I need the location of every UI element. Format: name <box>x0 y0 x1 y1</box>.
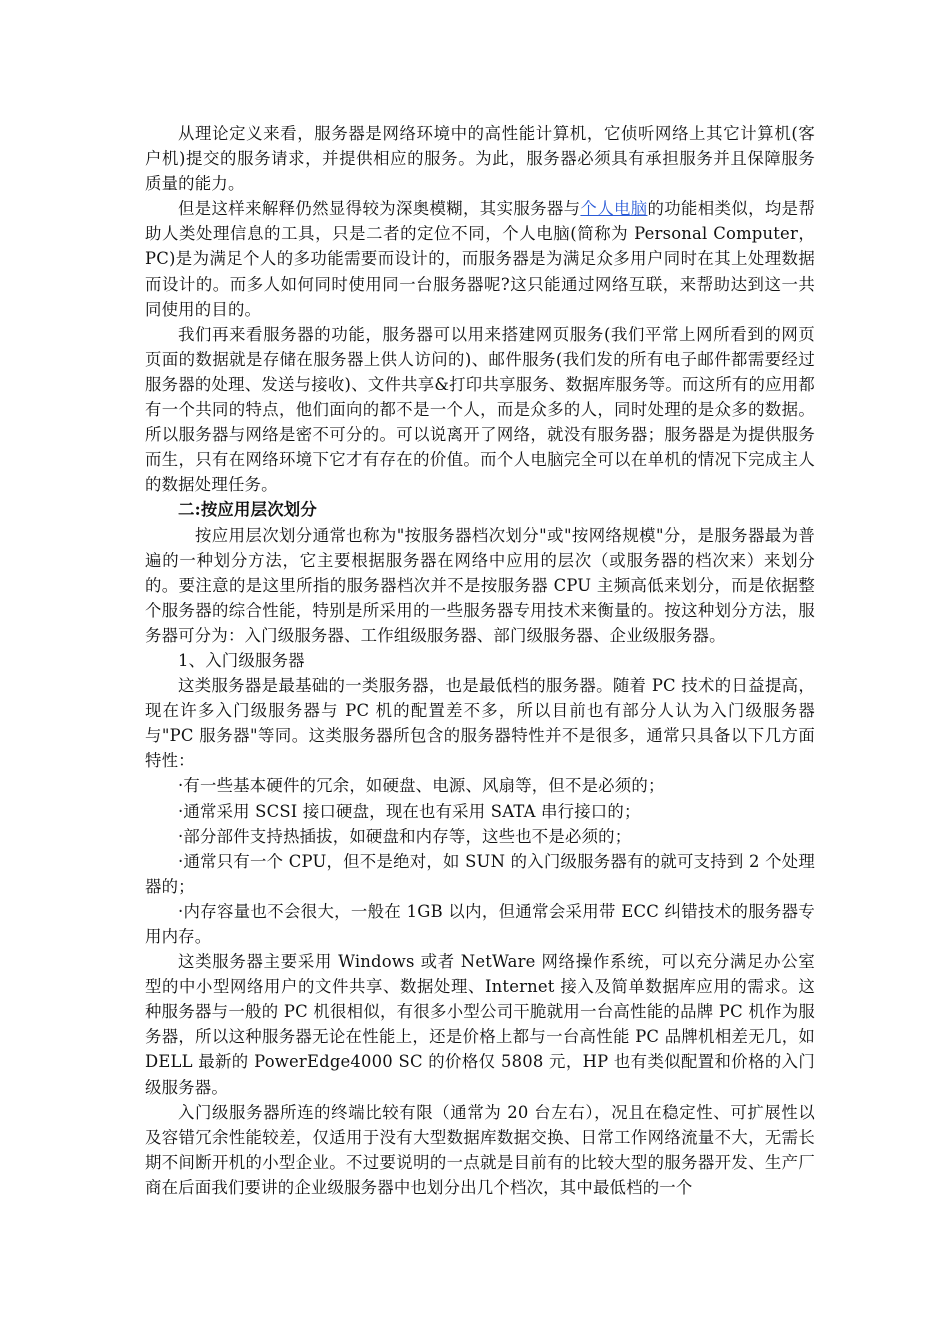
list-item: ·通常只有一个 CPU，但不是绝对，如 SUN 的入门级服务器有的就可支持到 2 个处理器的； <box>145 851 815 896</box>
paragraph-terminal-limits: 入门级服务器所连的终端比较有限（通常为 20 台左右），况且在稳定性、可扩展性以及容错冗余性能较差，仅适用于没有大型数据库数据交换、日常工作网络流量不大，无需长期不间断开机的小型企业。不过要说明的一点就是目前有的比较大型的服务器开发、生产厂商在后面我们要讲的企业级服务器中也划分出几个档次，其中最低档的一个 <box>145 1102 815 1197</box>
paragraph-operating-systems: 这类服务器主要采用 Windows 或者 NetWare 网络操作系统，可以充分满足办公室型的中小型网络用户的文件共享、数据处理、Internet 接入及简单数据库应用的需求。这种服务器与一般的 PC 机很相似，有很多小型公司干脆就用一台高性能的品牌 PC 机作为服务器，所以这种服务器无论在性能上，还是价格上都与一台高性能 PC 品牌机相差无几，如 DELL 最新的 PowerEdge4000 SC 的价格仅 5808 元，HP 也有类似配置和价格的入门级服务器。 <box>145 952 815 1097</box>
paragraph-text: 的功能相类似，均是帮助人类处理信息的工具，只是二者的定位不同，个人电脑(简称为 Personal Computer，PC)是为满足个人的多功能需要而设计的，而服务器是为满足众多用户同时在其上处理数据而设计的。而多人如何同时使用同一台服务器呢?这只能通过网络互联，来帮助达到这一共同使用的目的。 <box>145 199 815 319</box>
paragraph-server-functions: 我们再来看服务器的功能，服务器可以用来搭建网页服务(我们平常上网所看到的网页页面的数据就是存储在服务器上供人访问的)、邮件服务(我们发的所有电子邮件都需要经过服务器的处理、发送与接收)、文件共享&打印共享服务、数据库服务等。而这所有的应用都有一个共同的特点，他们面向的都不是一个人，而是众多的人，同时处理的是众多的数据。所以服务器与网络是密不可分的。可以说离开了网络，就没有服务器；服务器是为提供服务而生，只有在网络环境下它才有存在的价值。而个人电脑完全可以在单机的情况下完成主人的数据处理任务。 <box>145 324 815 495</box>
list-item: ·部分部件支持热插拔，如硬盘和内存等，这些也不是必须的； <box>178 826 632 846</box>
document-page <box>145 121 815 1200</box>
list-item: ·通常采用 SCSI 接口硬盘，现在也有采用 SATA 串行接口的； <box>178 801 641 821</box>
list-item: ·有一些基本硬件的冗余，如硬盘、电源、风扇等，但不是必须的； <box>178 776 665 796</box>
subsection-heading: 1、入门级服务器 <box>178 650 305 670</box>
list-item: ·内存容量也不会很大，一般在 1GB 以内，但通常会采用带 ECC 纠错技术的服务器专用内存。 <box>145 901 815 946</box>
paragraph-text: 但是这样来解释仍然显得较为深奥模糊，其实服务器与 <box>178 199 581 219</box>
paragraph-pc-comparison <box>145 196 815 321</box>
paragraph-classification: 按应用层次划分通常也称为"按服务器档次划分"或"按网络规模"分，是服务器最为普遍的一种划分方法，它主要根据服务器在网络中应用的层次（或服务器的档次来）来划分的。要注意的是这里所指的服务器档次并不是按服务器 CPU 主频高低来划分，而是依据整个服务器的综合性能，特别是所采用的一些服务器专用技术来衡量的。按这种划分方法，服务器可分为：入门级服务器、工作组级服务器、部门级服务器、企业级服务器。 <box>145 525 815 645</box>
section-heading: 二:按应用层次划分 <box>178 500 317 520</box>
personal-computer-link[interactable]: 个人电脑 <box>580 199 648 219</box>
paragraph-entry-level: 这类服务器是最基础的一类服务器，也是最低档的服务器。随着 PC 技术的日益提高，现在许多入门级服务器与 PC 机的配置差不多，所以目前也有部分人认为入门级服务器与"PC 服务器"等同。这类服务器所包含的服务器特性并不是很多，通常只具备以下几方面特性： <box>145 676 815 771</box>
paragraph-definition: 从理论定义来看，服务器是网络环境中的高性能计算机，它侦听网络上其它计算机(客户机)提交的服务请求，并提供相应的服务。为此，服务器必须具有承担服务并且保障服务质量的能力。 <box>145 124 815 194</box>
